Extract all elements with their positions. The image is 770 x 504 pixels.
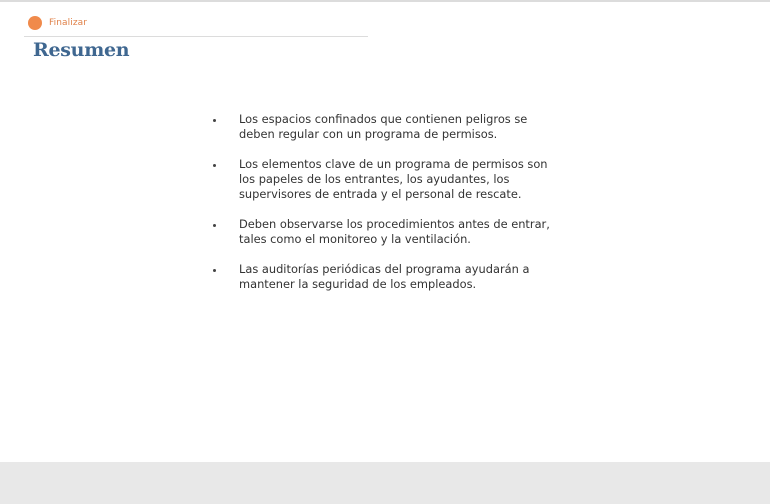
bullet-icon xyxy=(213,164,216,167)
list-item xyxy=(200,157,560,202)
bullet-icon xyxy=(213,269,216,272)
header-divider xyxy=(24,36,368,37)
page-title: Resumen xyxy=(33,39,130,61)
list-item-text: Deben observarse los procedimientos antes de entrar, tales como el monitoreo y la ventilación. xyxy=(239,217,550,246)
bullet-icon xyxy=(213,224,216,227)
breadcrumb-label: Finalizar xyxy=(49,18,88,28)
breadcrumb xyxy=(28,14,87,32)
circle-dot-icon xyxy=(28,16,42,30)
list-item-text: Los espacios confinados que contienen peligros se deben regular con un programa de permisos. xyxy=(239,112,528,141)
bullet-icon xyxy=(213,119,216,122)
list-item-text: Los elementos clave de un programa de permisos son los papeles de los entrantes, los ayudantes, los supervisores de entrada y el personal de rescate. xyxy=(239,157,548,201)
list-item-text: Las auditorías periódicas del programa ayudarán a mantener la seguridad de los empleados. xyxy=(239,262,530,291)
footer-bar xyxy=(0,462,770,504)
list-item xyxy=(200,112,560,142)
list-item xyxy=(200,217,560,247)
top-border xyxy=(0,0,770,2)
summary-list xyxy=(200,112,560,307)
list-item xyxy=(200,262,560,292)
